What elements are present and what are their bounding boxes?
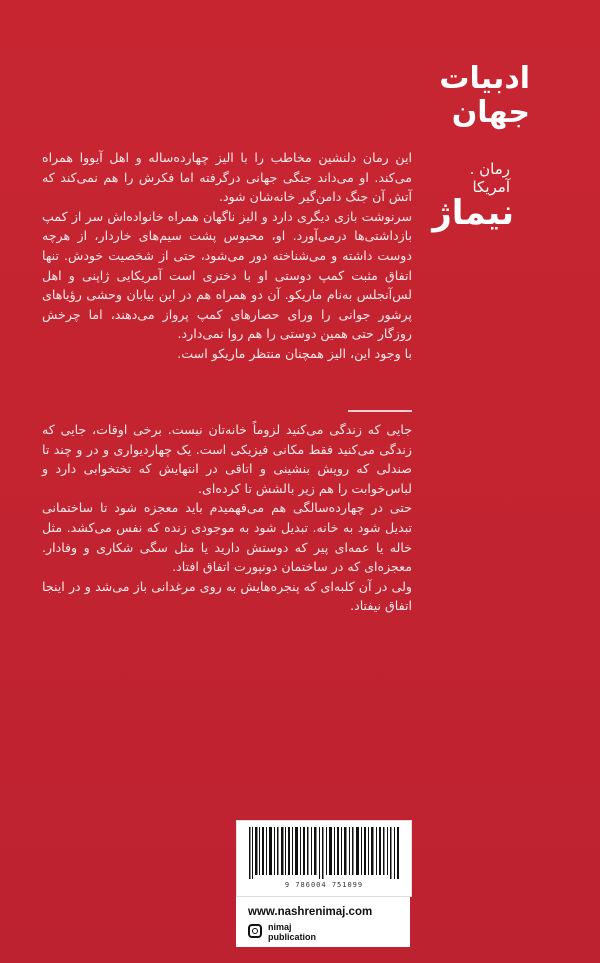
synopsis-paragraph: سرنوشت بازی دیگری دارد و الیز ناگهان همراه خانواده‌اش سر از کمپ بازداشتی‌ها درمی‌آورد. او، محبوس پشت سیم‌های خاردار، از هرچه دوست داشته و می‌شناخته دور می‌شود، حتی از شخصیت خودش. تنها اتفاق مثبت کمپ دوستی او با دختری است آمریکایی ژاپنی و اهل لس‌آنجلس به‌نام ماریکو. آن دو همراه هم در این بیابان وحشی رؤیاهای پرشور جوانی را ورای حصارهای کمپ پرواز می‌دهند، اما چرخش روزگار حتی همین دوستی را هم روا نمی‌دارد.: [42, 208, 412, 342]
excerpt-paragraph: ولی در آن کلبه‌ای که پنجره‌هایش به روی مرغدانی باز می‌شد و در اینجا اتفاق نیفتاد.: [42, 578, 412, 614]
publisher-url[interactable]: www.nashrenimaj.com: [248, 906, 373, 918]
series-title-line2: جهان: [451, 95, 530, 130]
series-title-line1: ادبیات: [439, 61, 530, 96]
publisher-logo: نیماژ: [432, 193, 514, 233]
synopsis-block: [42, 148, 412, 364]
isbn-barcode: [236, 820, 412, 897]
instagram-icon: [248, 924, 262, 938]
series-title: [439, 62, 530, 130]
synopsis-paragraph: این رمان دلنشین مخاطب را با الیز چهارده‌ساله و اهل آیووا همراه می‌کند. او می‌داند جنگی جهانی درگرفته اما فکرش را هم نمی‌کند که آتش آن جنگ دامن‌گیر خانه‌شان شود.: [42, 150, 412, 205]
excerpt-paragraph: حتی در چهارده‌سالگی هم می‌فهمیدم باید معجزه شود تا ساختمانی تبدیل شود به خانه. تبدیل شود به موجودی زنده که نفس می‌کشد. مثل خاله یا عمه‌ای پیر که دوستش دارید یا مثل سگی شکاری و وفادار. معجزه‌ای که در ساختمان دونپورت اتفاق افتاد.: [42, 500, 412, 575]
publisher-box: [236, 897, 410, 947]
genre-label: رمان . آمریکا: [469, 160, 510, 196]
handle-line1: nimaj: [268, 922, 292, 932]
handle-line2: publication: [268, 932, 316, 942]
excerpt-paragraph: جایی که زندگی می‌کنید لزوماً خانه‌تان نیست. برخی اوقات، جایی که زندگی می‌کنید فقط مکانی فیزیکی است. یک چهاردیواری و در و چند تا صندلی که رویش بنشینی و اتاقی در انتهایش که تختخوابی دارد و لباس‌خوابت را هم زیر بالشش تا کرده‌ای.: [42, 422, 412, 496]
excerpt-block: [42, 420, 412, 616]
section-divider: [348, 410, 412, 412]
barcode-bars: [247, 827, 401, 879]
publisher-handle: [268, 922, 316, 942]
isbn-digits: 9 786004 751099: [284, 881, 364, 889]
synopsis-paragraph: با وجود این، الیز همچنان منتظر ماریکو است.: [177, 345, 412, 361]
